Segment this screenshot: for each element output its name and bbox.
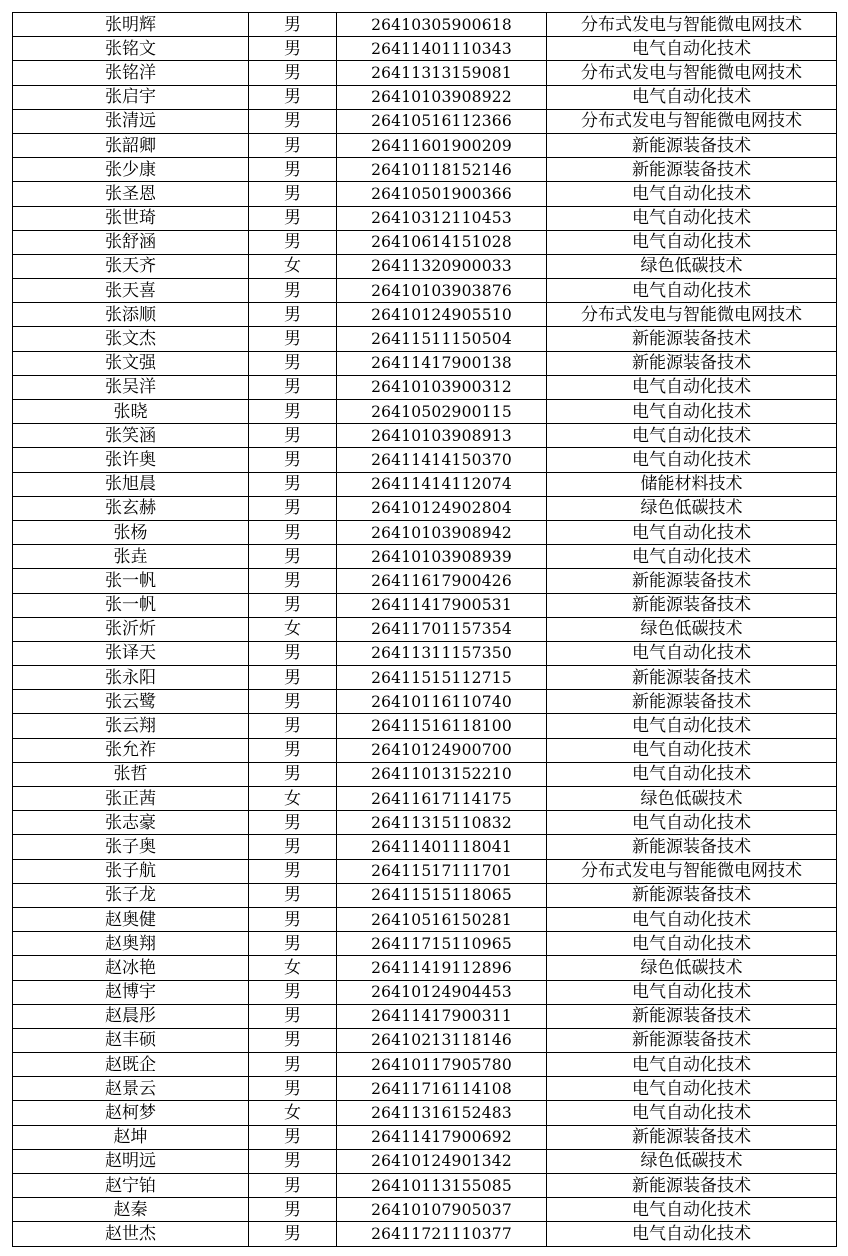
exam-number-cell: 26410502900115 <box>337 400 547 424</box>
table-row <box>13 617 837 641</box>
exam-number-cell: 26410312110453 <box>337 206 547 230</box>
major-cell: 电气自动化技术 <box>547 375 837 399</box>
table-row <box>13 859 837 883</box>
major-cell: 分布式发电与智能微电网技术 <box>547 303 837 327</box>
gender-cell: 男 <box>249 1053 337 1077</box>
gender-cell: 男 <box>249 182 337 206</box>
gender-cell: 男 <box>249 279 337 303</box>
student-name-cell: 张志豪 <box>13 811 249 835</box>
table-row <box>13 303 837 327</box>
student-name-cell: 张杨 <box>13 520 249 544</box>
exam-number-cell: 26410124905510 <box>337 303 547 327</box>
table-row <box>13 545 837 569</box>
table-row <box>13 448 837 472</box>
roster-sheet <box>12 12 836 1247</box>
exam-number-cell: 26410107905037 <box>337 1198 547 1222</box>
table-row <box>13 1077 837 1101</box>
major-cell: 电气自动化技术 <box>547 182 837 206</box>
gender-cell: 男 <box>249 424 337 448</box>
gender-cell: 男 <box>249 448 337 472</box>
table-row <box>13 980 837 1004</box>
table-row <box>13 1149 837 1173</box>
table-row <box>13 1125 837 1149</box>
student-name-cell: 张清远 <box>13 109 249 133</box>
gender-cell: 男 <box>249 835 337 859</box>
exam-number-cell: 26411316152483 <box>337 1101 547 1125</box>
gender-cell: 女 <box>249 1101 337 1125</box>
exam-number-cell: 26411701157354 <box>337 617 547 641</box>
exam-number-cell: 26410117905780 <box>337 1053 547 1077</box>
exam-number-cell: 26410103900312 <box>337 375 547 399</box>
major-cell: 电气自动化技术 <box>547 85 837 109</box>
exam-number-cell: 26410103908922 <box>337 85 547 109</box>
exam-number-cell: 26410124904453 <box>337 980 547 1004</box>
major-cell: 电气自动化技术 <box>547 37 837 61</box>
gender-cell: 男 <box>249 738 337 762</box>
exam-number-cell: 26410501900366 <box>337 182 547 206</box>
gender-cell: 男 <box>249 206 337 230</box>
major-cell: 绿色低碳技术 <box>547 1149 837 1173</box>
major-cell: 电气自动化技术 <box>547 980 837 1004</box>
exam-number-cell: 26410614151028 <box>337 230 547 254</box>
table-row <box>13 206 837 230</box>
exam-number-cell: 26411401118041 <box>337 835 547 859</box>
table-row <box>13 1198 837 1222</box>
exam-number-cell: 26410305900618 <box>337 13 547 37</box>
gender-cell: 男 <box>249 932 337 956</box>
major-cell: 电气自动化技术 <box>547 714 837 738</box>
major-cell: 电气自动化技术 <box>547 448 837 472</box>
major-cell: 新能源装备技术 <box>547 351 837 375</box>
student-name-cell: 张文强 <box>13 351 249 375</box>
gender-cell: 男 <box>249 1198 337 1222</box>
student-name-cell: 张一帆 <box>13 569 249 593</box>
major-cell: 储能材料技术 <box>547 472 837 496</box>
table-row <box>13 327 837 351</box>
major-cell: 电气自动化技术 <box>547 1222 837 1246</box>
gender-cell: 男 <box>249 133 337 157</box>
student-name-cell: 张天喜 <box>13 279 249 303</box>
exam-number-cell: 26411515118065 <box>337 883 547 907</box>
major-cell: 绿色低碳技术 <box>547 787 837 811</box>
exam-number-cell: 26410113155085 <box>337 1174 547 1198</box>
student-name-cell: 张译天 <box>13 641 249 665</box>
student-name-cell: 赵柯梦 <box>13 1101 249 1125</box>
exam-number-cell: 26411311157350 <box>337 641 547 665</box>
major-cell: 电气自动化技术 <box>547 1053 837 1077</box>
major-cell: 电气自动化技术 <box>547 1077 837 1101</box>
major-cell: 电气自动化技术 <box>547 1198 837 1222</box>
exam-number-cell: 26411517111701 <box>337 859 547 883</box>
table-row <box>13 472 837 496</box>
student-name-cell: 张子航 <box>13 859 249 883</box>
exam-number-cell: 26411511150504 <box>337 327 547 351</box>
major-cell: 电气自动化技术 <box>547 206 837 230</box>
student-name-cell: 张子龙 <box>13 883 249 907</box>
exam-number-cell: 26411417900138 <box>337 351 547 375</box>
table-row <box>13 520 837 544</box>
major-cell: 电气自动化技术 <box>547 932 837 956</box>
gender-cell: 男 <box>249 859 337 883</box>
gender-cell: 男 <box>249 520 337 544</box>
major-cell: 电气自动化技术 <box>547 520 837 544</box>
exam-number-cell: 26410103908939 <box>337 545 547 569</box>
gender-cell: 男 <box>249 690 337 714</box>
exam-number-cell: 26411715110965 <box>337 932 547 956</box>
gender-cell: 男 <box>249 109 337 133</box>
gender-cell: 男 <box>249 641 337 665</box>
gender-cell: 男 <box>249 375 337 399</box>
exam-number-cell: 26411417900692 <box>337 1125 547 1149</box>
major-cell: 新能源装备技术 <box>547 1174 837 1198</box>
student-name-cell: 张笑涵 <box>13 424 249 448</box>
gender-cell: 男 <box>249 1149 337 1173</box>
student-name-cell: 赵景云 <box>13 1077 249 1101</box>
student-name-cell: 张圣恩 <box>13 182 249 206</box>
student-name-cell: 张许奥 <box>13 448 249 472</box>
major-cell: 绿色低碳技术 <box>547 956 837 980</box>
exam-number-cell: 26411721110377 <box>337 1222 547 1246</box>
gender-cell: 男 <box>249 13 337 37</box>
major-cell: 绿色低碳技术 <box>547 617 837 641</box>
table-row <box>13 351 837 375</box>
gender-cell: 女 <box>249 956 337 980</box>
gender-cell: 男 <box>249 400 337 424</box>
exam-number-cell: 26410118152146 <box>337 158 547 182</box>
student-name-cell: 张一帆 <box>13 593 249 617</box>
table-row <box>13 714 837 738</box>
table-row <box>13 375 837 399</box>
gender-cell: 男 <box>249 230 337 254</box>
major-cell: 电气自动化技术 <box>547 230 837 254</box>
exam-number-cell: 26410103908942 <box>337 520 547 544</box>
table-row <box>13 109 837 133</box>
student-name-cell: 张文杰 <box>13 327 249 351</box>
exam-number-cell: 26411617114175 <box>337 787 547 811</box>
gender-cell: 男 <box>249 1004 337 1028</box>
roster-table <box>12 12 837 1247</box>
table-row <box>13 932 837 956</box>
gender-cell: 男 <box>249 714 337 738</box>
gender-cell: 男 <box>249 1174 337 1198</box>
gender-cell: 男 <box>249 472 337 496</box>
gender-cell: 男 <box>249 61 337 85</box>
table-row <box>13 1101 837 1125</box>
major-cell: 分布式发电与智能微电网技术 <box>547 859 837 883</box>
table-row <box>13 738 837 762</box>
exam-number-cell: 26411716114108 <box>337 1077 547 1101</box>
student-name-cell: 赵奥健 <box>13 907 249 931</box>
exam-number-cell: 26410516112366 <box>337 109 547 133</box>
gender-cell: 男 <box>249 327 337 351</box>
gender-cell: 女 <box>249 254 337 278</box>
table-row <box>13 37 837 61</box>
major-cell: 新能源装备技术 <box>547 1004 837 1028</box>
major-cell: 分布式发电与智能微电网技术 <box>547 109 837 133</box>
major-cell: 新能源装备技术 <box>547 133 837 157</box>
exam-number-cell: 26411320900033 <box>337 254 547 278</box>
gender-cell: 男 <box>249 762 337 786</box>
major-cell: 新能源装备技术 <box>547 569 837 593</box>
student-name-cell: 张旭晨 <box>13 472 249 496</box>
table-row <box>13 666 837 690</box>
major-cell: 电气自动化技术 <box>547 400 837 424</box>
exam-number-cell: 26410124900700 <box>337 738 547 762</box>
student-name-cell: 张吴洋 <box>13 375 249 399</box>
student-name-cell: 张永阳 <box>13 666 249 690</box>
major-cell: 新能源装备技术 <box>547 1028 837 1052</box>
table-row <box>13 85 837 109</box>
gender-cell: 女 <box>249 617 337 641</box>
exam-number-cell: 26411515112715 <box>337 666 547 690</box>
gender-cell: 男 <box>249 351 337 375</box>
table-row <box>13 1053 837 1077</box>
table-row <box>13 158 837 182</box>
major-cell: 电气自动化技术 <box>547 907 837 931</box>
gender-cell: 男 <box>249 1222 337 1246</box>
table-row <box>13 593 837 617</box>
exam-number-cell: 26411414150370 <box>337 448 547 472</box>
student-name-cell: 赵坤 <box>13 1125 249 1149</box>
student-name-cell: 张允祚 <box>13 738 249 762</box>
student-name-cell: 张世琦 <box>13 206 249 230</box>
table-row <box>13 400 837 424</box>
table-row <box>13 1174 837 1198</box>
major-cell: 新能源装备技术 <box>547 158 837 182</box>
gender-cell: 男 <box>249 85 337 109</box>
student-name-cell: 张子奥 <box>13 835 249 859</box>
table-row <box>13 1028 837 1052</box>
student-name-cell: 赵晨彤 <box>13 1004 249 1028</box>
major-cell: 电气自动化技术 <box>547 738 837 762</box>
major-cell: 电气自动化技术 <box>547 641 837 665</box>
student-name-cell: 张玄赫 <box>13 496 249 520</box>
gender-cell: 男 <box>249 158 337 182</box>
exam-number-cell: 26411617900426 <box>337 569 547 593</box>
major-cell: 分布式发电与智能微电网技术 <box>547 61 837 85</box>
student-name-cell: 张哲 <box>13 762 249 786</box>
table-row <box>13 956 837 980</box>
gender-cell: 男 <box>249 593 337 617</box>
table-row <box>13 883 837 907</box>
exam-number-cell: 26411417900311 <box>337 1004 547 1028</box>
gender-cell: 男 <box>249 1028 337 1052</box>
exam-number-cell: 26411013152210 <box>337 762 547 786</box>
gender-cell: 男 <box>249 303 337 327</box>
gender-cell: 男 <box>249 883 337 907</box>
exam-number-cell: 26410103908913 <box>337 424 547 448</box>
student-name-cell: 赵宁铂 <box>13 1174 249 1198</box>
major-cell: 绿色低碳技术 <box>547 254 837 278</box>
exam-number-cell: 26411601900209 <box>337 133 547 157</box>
table-row <box>13 133 837 157</box>
table-row <box>13 496 837 520</box>
table-row <box>13 907 837 931</box>
gender-cell: 男 <box>249 1125 337 1149</box>
student-name-cell: 赵丰硕 <box>13 1028 249 1052</box>
exam-number-cell: 26410116110740 <box>337 690 547 714</box>
student-name-cell: 赵博宇 <box>13 980 249 1004</box>
gender-cell: 男 <box>249 811 337 835</box>
student-name-cell: 赵冰艳 <box>13 956 249 980</box>
table-row <box>13 641 837 665</box>
student-name-cell: 张韶卿 <box>13 133 249 157</box>
exam-number-cell: 26411419112896 <box>337 956 547 980</box>
exam-number-cell: 26410103903876 <box>337 279 547 303</box>
student-name-cell: 张云翔 <box>13 714 249 738</box>
gender-cell: 男 <box>249 1077 337 1101</box>
table-row <box>13 1222 837 1246</box>
table-row <box>13 1004 837 1028</box>
major-cell: 电气自动化技术 <box>547 424 837 448</box>
gender-cell: 男 <box>249 907 337 931</box>
student-name-cell: 张明辉 <box>13 13 249 37</box>
gender-cell: 男 <box>249 980 337 1004</box>
table-row <box>13 61 837 85</box>
table-row <box>13 182 837 206</box>
exam-number-cell: 26411401110343 <box>337 37 547 61</box>
table-row <box>13 811 837 835</box>
student-name-cell: 张铭洋 <box>13 61 249 85</box>
exam-number-cell: 26411315110832 <box>337 811 547 835</box>
major-cell: 新能源装备技术 <box>547 883 837 907</box>
student-name-cell: 赵既企 <box>13 1053 249 1077</box>
student-name-cell: 张沂炘 <box>13 617 249 641</box>
table-row <box>13 835 837 859</box>
table-row <box>13 13 837 37</box>
major-cell: 电气自动化技术 <box>547 545 837 569</box>
gender-cell: 男 <box>249 37 337 61</box>
major-cell: 电气自动化技术 <box>547 762 837 786</box>
table-row <box>13 254 837 278</box>
exam-number-cell: 26410124902804 <box>337 496 547 520</box>
gender-cell: 男 <box>249 569 337 593</box>
table-row <box>13 690 837 714</box>
exam-number-cell: 26411313159081 <box>337 61 547 85</box>
major-cell: 电气自动化技术 <box>547 811 837 835</box>
student-name-cell: 张垚 <box>13 545 249 569</box>
student-name-cell: 张晓 <box>13 400 249 424</box>
roster-table-body <box>13 13 837 1247</box>
gender-cell: 女 <box>249 787 337 811</box>
gender-cell: 男 <box>249 496 337 520</box>
table-row <box>13 787 837 811</box>
table-row <box>13 279 837 303</box>
table-row <box>13 569 837 593</box>
student-name-cell: 张舒涵 <box>13 230 249 254</box>
exam-number-cell: 26411516118100 <box>337 714 547 738</box>
major-cell: 绿色低碳技术 <box>547 496 837 520</box>
exam-number-cell: 26410213118146 <box>337 1028 547 1052</box>
exam-number-cell: 26410124901342 <box>337 1149 547 1173</box>
major-cell: 新能源装备技术 <box>547 690 837 714</box>
student-name-cell: 张天齐 <box>13 254 249 278</box>
student-name-cell: 赵奥翔 <box>13 932 249 956</box>
table-row <box>13 762 837 786</box>
student-name-cell: 张添顺 <box>13 303 249 327</box>
major-cell: 新能源装备技术 <box>547 666 837 690</box>
major-cell: 新能源装备技术 <box>547 1125 837 1149</box>
student-name-cell: 赵明远 <box>13 1149 249 1173</box>
table-row <box>13 424 837 448</box>
student-name-cell: 张少康 <box>13 158 249 182</box>
major-cell: 新能源装备技术 <box>547 327 837 351</box>
major-cell: 新能源装备技术 <box>547 835 837 859</box>
table-row <box>13 230 837 254</box>
gender-cell: 男 <box>249 545 337 569</box>
exam-number-cell: 26410516150281 <box>337 907 547 931</box>
gender-cell: 男 <box>249 666 337 690</box>
major-cell: 电气自动化技术 <box>547 279 837 303</box>
major-cell: 电气自动化技术 <box>547 1101 837 1125</box>
student-name-cell: 张铭文 <box>13 37 249 61</box>
student-name-cell: 赵世杰 <box>13 1222 249 1246</box>
major-cell: 分布式发电与智能微电网技术 <box>547 13 837 37</box>
student-name-cell: 张正茜 <box>13 787 249 811</box>
student-name-cell: 张云鹭 <box>13 690 249 714</box>
major-cell: 新能源装备技术 <box>547 593 837 617</box>
student-name-cell: 张启宇 <box>13 85 249 109</box>
exam-number-cell: 26411414112074 <box>337 472 547 496</box>
exam-number-cell: 26411417900531 <box>337 593 547 617</box>
student-name-cell: 赵秦 <box>13 1198 249 1222</box>
